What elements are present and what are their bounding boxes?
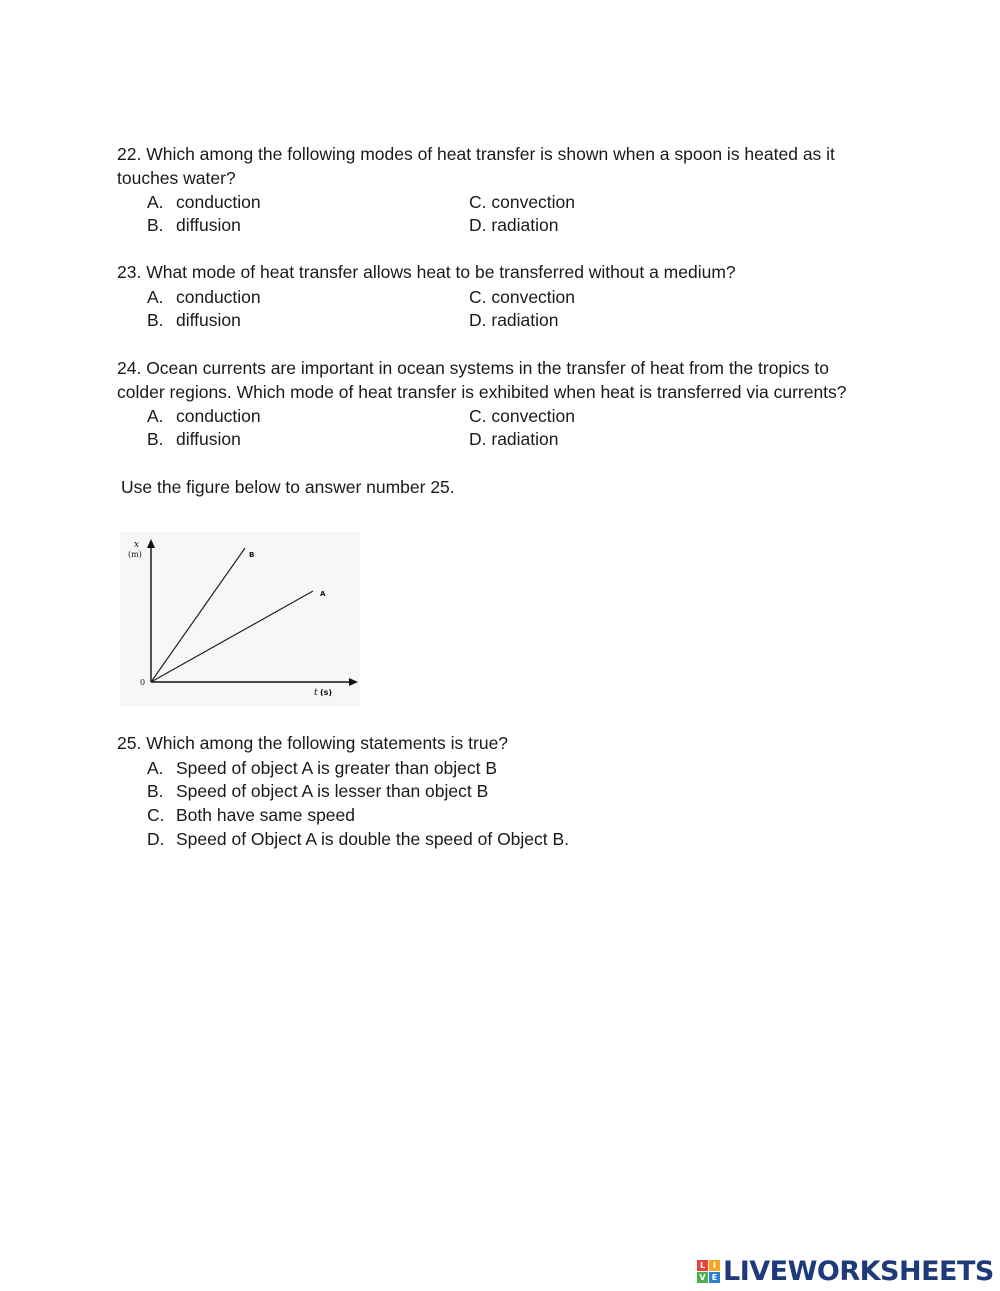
option-a[interactable]: A. conduction bbox=[147, 406, 261, 426]
question-24 bbox=[117, 357, 877, 452]
option-grid bbox=[117, 285, 877, 333]
liveworksheets-logo[interactable] bbox=[697, 1254, 994, 1288]
line-b-label: B bbox=[249, 551, 255, 559]
option-b[interactable]: B. Speed of object A is lesser than object B bbox=[147, 781, 489, 802]
logo-text: LIVEWORKSHEETS bbox=[723, 1255, 994, 1287]
logo-mark-e: E bbox=[709, 1272, 720, 1283]
y-axis-variable: x bbox=[134, 540, 140, 550]
option-a[interactable]: A. Speed of object A is greater than object B bbox=[147, 757, 498, 778]
option-d[interactable]: D. radiation bbox=[469, 309, 559, 330]
option-b[interactable]: B. diffusion bbox=[147, 309, 241, 330]
option-list bbox=[117, 757, 877, 852]
option-grid bbox=[117, 190, 877, 238]
logo-mark-i: I bbox=[709, 1260, 720, 1271]
option-c[interactable]: C. convection bbox=[469, 192, 576, 212]
option-c[interactable]: C. convection bbox=[469, 406, 576, 426]
line-a bbox=[151, 591, 313, 682]
graph-svg bbox=[120, 532, 360, 707]
question-stem: 23. What mode of heat transfer allows heat to be transferred without a medium? bbox=[117, 262, 736, 282]
y-axis-unit: (m) bbox=[128, 550, 142, 559]
question-stem: 22. Which among the following modes of heat transfer is shown when a spoon is heated as it touches water? bbox=[117, 144, 835, 188]
x-axis-unit: (s) bbox=[320, 688, 333, 697]
question-stem: 25. Which among the following statements is true? bbox=[117, 733, 509, 753]
line-a-label: A bbox=[320, 590, 326, 598]
position-time-graph bbox=[120, 532, 360, 707]
logo-mark-l: L bbox=[697, 1260, 708, 1271]
figure-instruction: Use the figure below to answer number 25. bbox=[121, 477, 455, 497]
option-d[interactable]: D. radiation bbox=[469, 429, 559, 449]
question-25 bbox=[117, 732, 877, 852]
option-b[interactable]: B. diffusion bbox=[147, 215, 241, 235]
logo-mark-v: V bbox=[697, 1272, 708, 1283]
option-d[interactable]: D. Speed of Object A is double the speed of Object B. bbox=[147, 828, 570, 849]
x-axis-arrow bbox=[349, 678, 358, 686]
option-d[interactable]: D. radiation bbox=[469, 215, 559, 235]
option-a[interactable]: A. conduction bbox=[147, 192, 261, 212]
logo-mark-icon bbox=[697, 1260, 720, 1283]
x-axis-variable: t bbox=[314, 688, 318, 698]
option-b[interactable]: B. diffusion bbox=[147, 429, 241, 449]
question-23 bbox=[117, 261, 877, 333]
y-axis-arrow bbox=[147, 539, 155, 548]
option-c[interactable]: C. Both have same speed bbox=[147, 805, 356, 826]
option-grid bbox=[117, 404, 877, 452]
line-b bbox=[151, 548, 245, 682]
question-stem: 24. Ocean currents are important in ocean systems in the transfer of heat from the tropics to colder regions. Which mode of heat transfer is exhibited when heat is transferred via currents? bbox=[117, 358, 847, 402]
option-c[interactable]: C. convection bbox=[469, 286, 576, 307]
question-22 bbox=[117, 143, 877, 238]
origin-label: 0 bbox=[140, 678, 146, 687]
option-a[interactable]: A. conduction bbox=[147, 286, 261, 307]
